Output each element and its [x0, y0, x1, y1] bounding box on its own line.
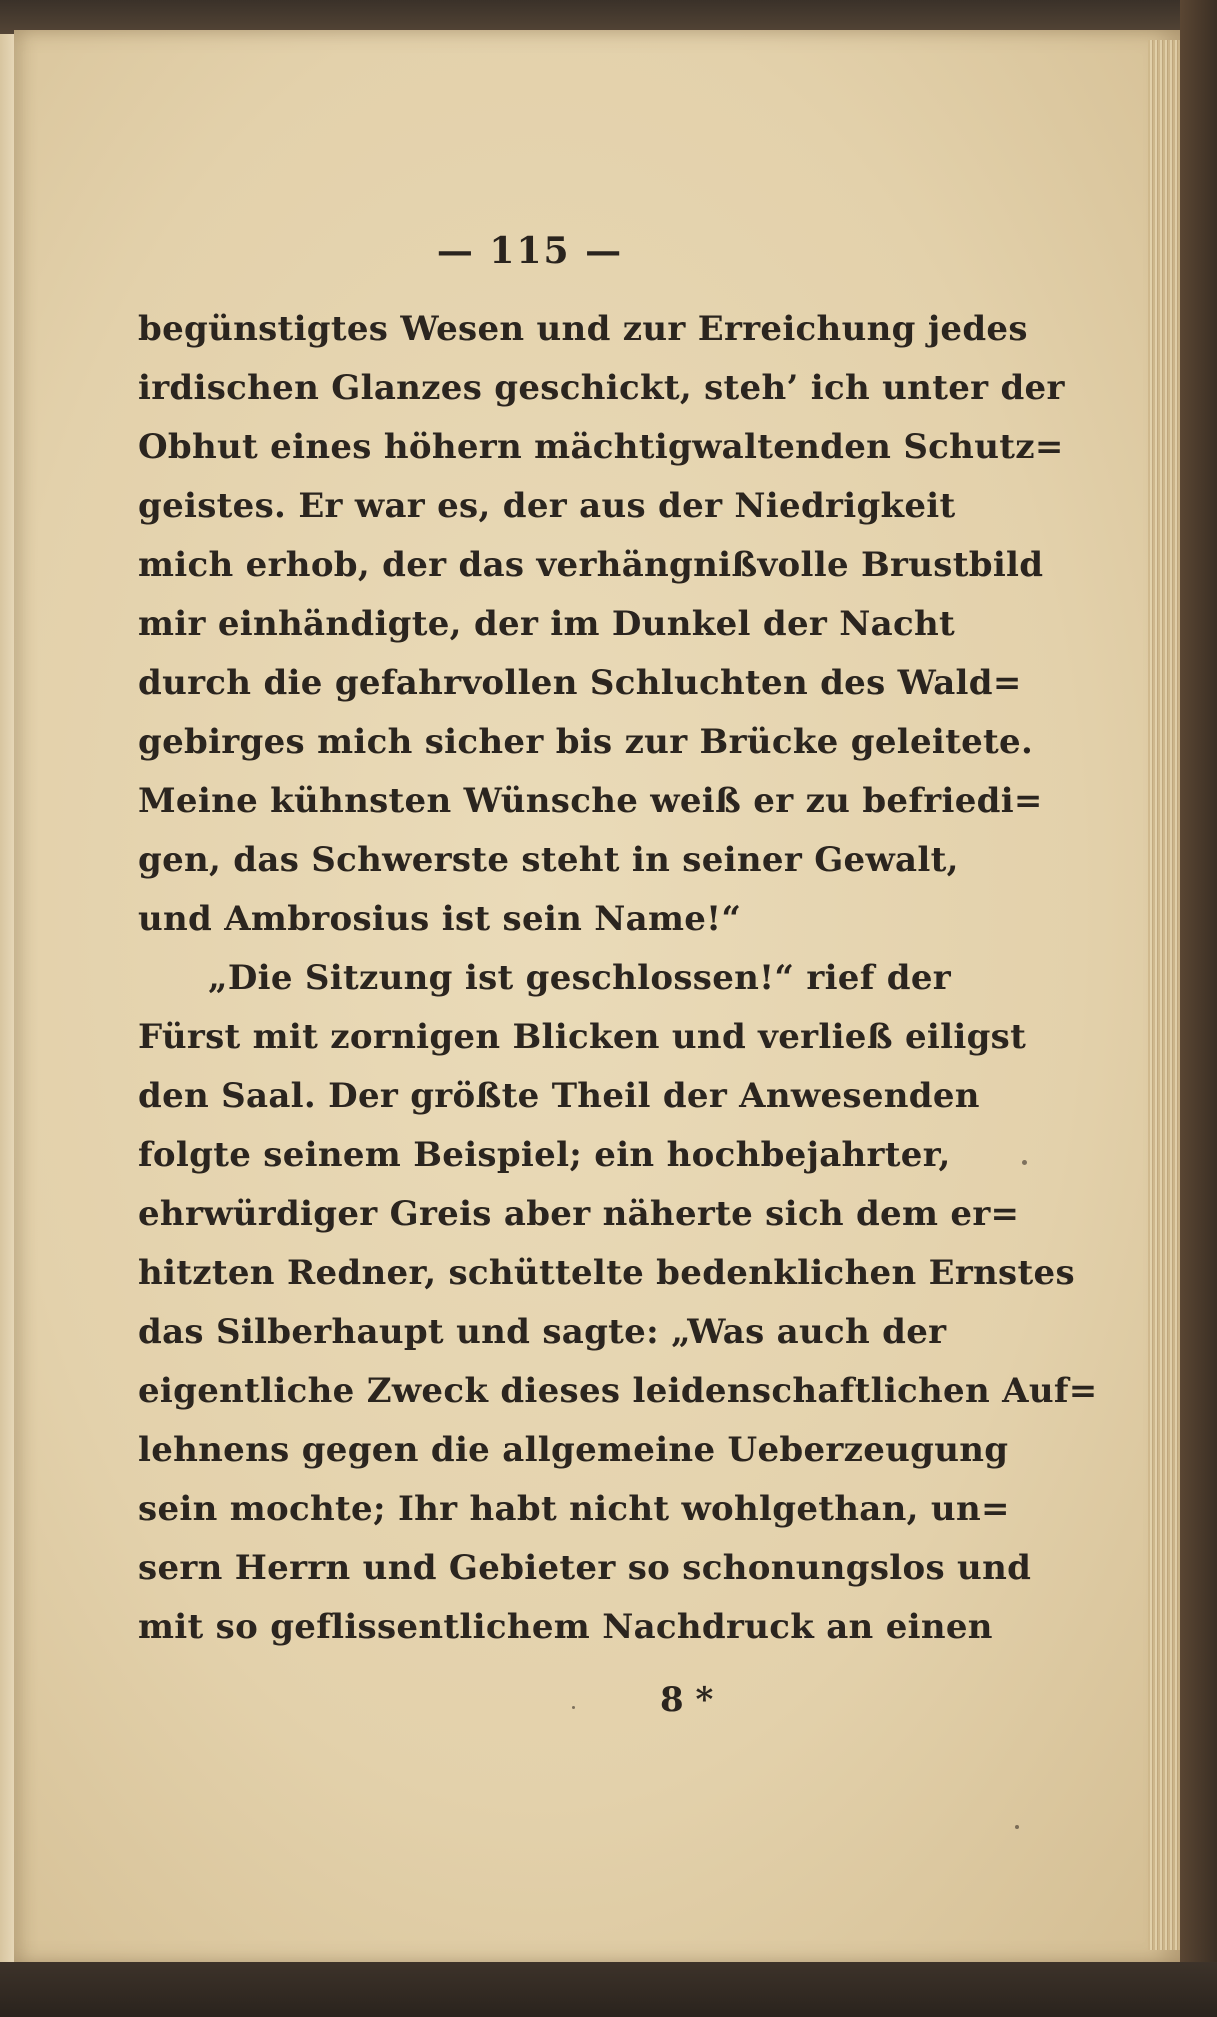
text-line: folgte seinem Beispiel; ein hochbejahrter, — [138, 1135, 951, 1175]
text-line: Fürst mit zornigen Blicken und verließ eiligst — [138, 1017, 1027, 1057]
text-line: gebirges mich sicher bis zur Brücke geleitete. — [138, 722, 1034, 762]
page-edges — [1148, 40, 1180, 1950]
binding-top — [0, 0, 1217, 34]
text-line: hitzten Redner, schüttelte bedenklichen Ernstes — [138, 1253, 1075, 1293]
text-line: mich erhob, der das verhängnißvolle Brustbild — [138, 545, 1044, 585]
paper-speck — [572, 1706, 575, 1709]
text-line: und Ambrosius ist sein Name!“ — [138, 899, 742, 939]
text-line: lehnens gegen die allgemeine Ueberzeugung — [138, 1430, 1009, 1470]
text-line: „Die Sitzung ist geschlossen!“ rief der — [208, 958, 952, 998]
signature-mark: 8 * — [660, 1680, 714, 1720]
text-line: mir einhändigte, der im Dunkel der Nacht — [138, 604, 955, 644]
binding-right — [1180, 0, 1217, 2017]
text-line: irdischen Glanzes geschickt, steh’ ich unter der — [138, 368, 1065, 408]
text-line: mit so geflissentlichem Nachdruck an einen — [138, 1607, 993, 1647]
text-line: geistes. Er war es, der aus der Niedrigkeit — [138, 486, 956, 526]
text-line: ehrwürdiger Greis aber näherte sich dem er= — [138, 1194, 1020, 1234]
body-text — [138, 300, 1098, 1657]
text-line: sern Herrn und Gebieter so schonungslos und — [138, 1548, 1032, 1588]
facing-page-edge — [0, 34, 14, 1964]
text-line: begünstigtes Wesen und zur Erreichung jedes — [138, 309, 1028, 349]
text-line: den Saal. Der größte Theil der Anwesenden — [138, 1076, 980, 1116]
paper-speck — [1022, 1160, 1027, 1165]
paper-speck — [1015, 1825, 1019, 1829]
text-line: Meine kühnsten Wünsche weiß er zu befriedi= — [138, 781, 1043, 821]
text-line: Obhut eines höhern mächtigwaltenden Schutz= — [138, 427, 1064, 467]
page-number: — 115 — — [436, 230, 624, 272]
binding-bottom — [0, 1962, 1217, 2017]
text-line: eigentliche Zweck dieses leidenschaftlichen Auf= — [138, 1371, 1098, 1411]
text-line: das Silberhaupt und sagte: „Was auch der — [138, 1312, 947, 1352]
text-line: durch die gefahrvollen Schluchten des Wald= — [138, 663, 1022, 703]
text-line: sein mochte; Ihr habt nicht wohlgethan, un= — [138, 1489, 1010, 1529]
text-line: gen, das Schwerste steht in seiner Gewalt, — [138, 840, 959, 880]
